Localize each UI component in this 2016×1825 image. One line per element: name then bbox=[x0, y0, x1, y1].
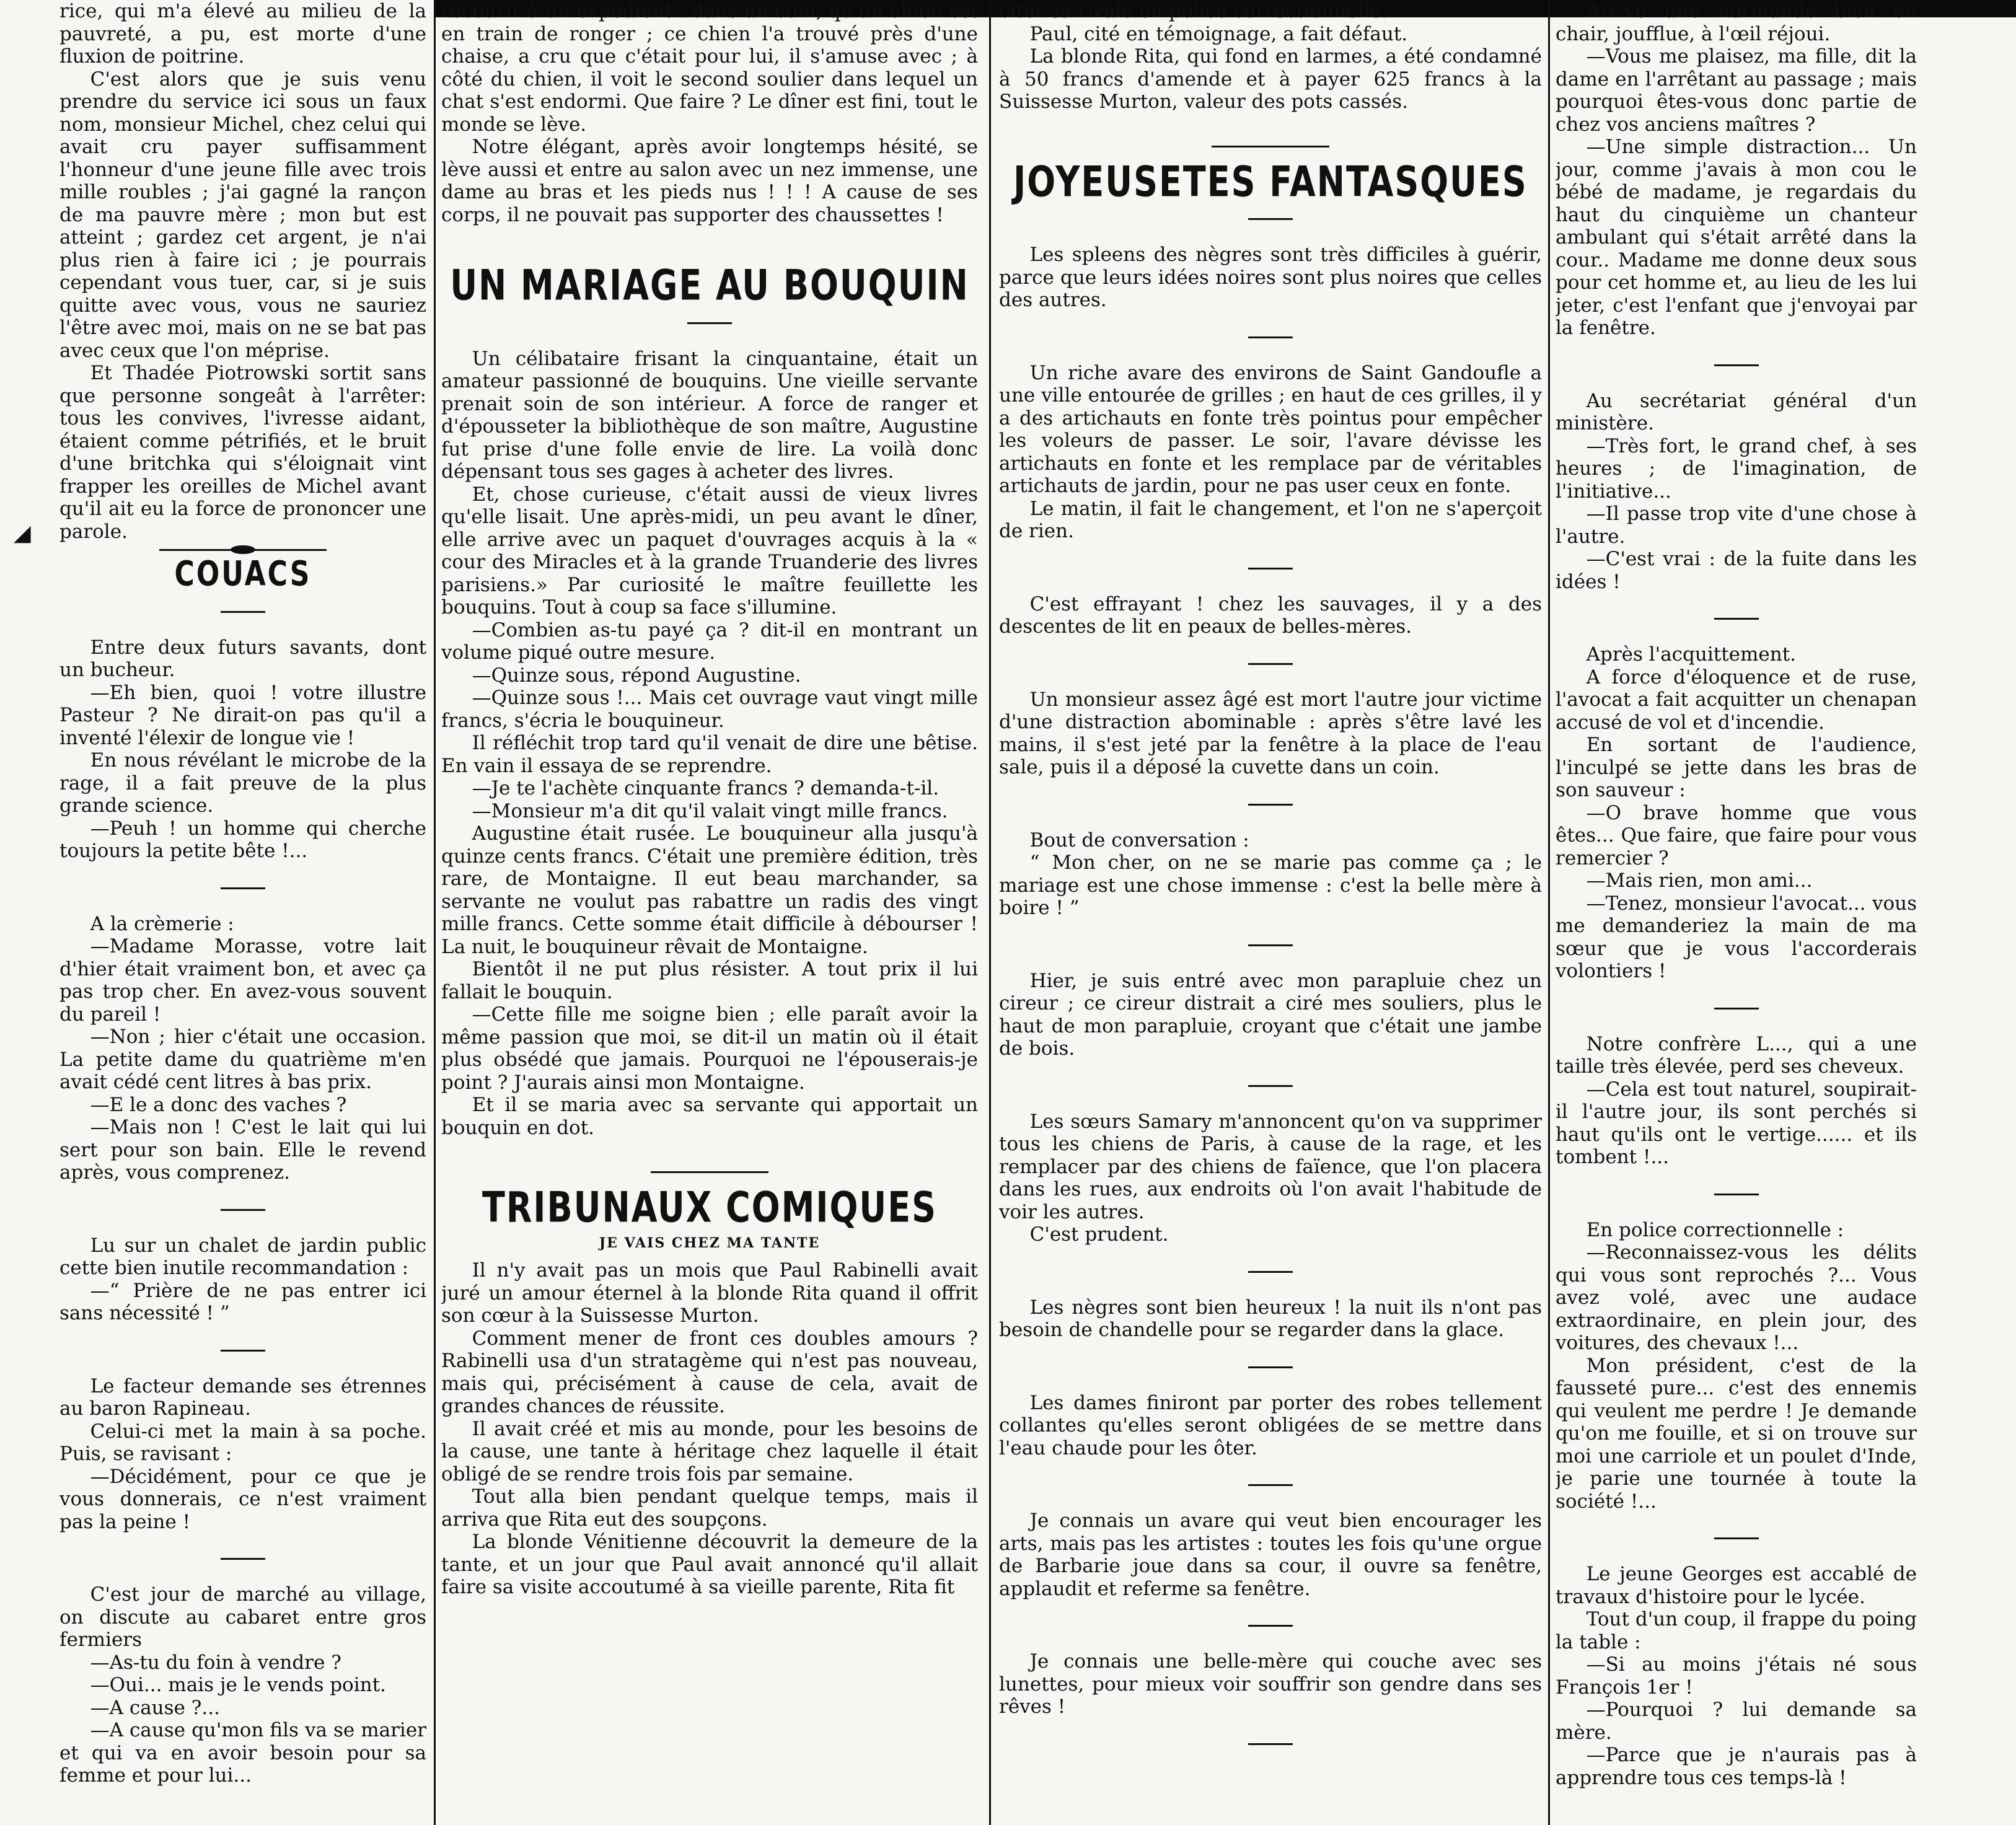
paragraph: —Peuh ! un homme qui cherche toujours la petite bête !... bbox=[59, 817, 426, 862]
paragraph: Celui-ci met la main à sa poche. Puis, se ravisant : bbox=[59, 1420, 426, 1465]
paragraph: Je connais un avare qui veut bien encourager les arts, mais pas les artistes : toutes les fois qu'une orgue de Barbarie joue dans sa cour, il ouvre sa fenêtre, applaudit et referme sa fenêtre. bbox=[999, 1510, 1542, 1600]
paragraph: Au secrétariat général d'un ministère. bbox=[1556, 389, 1917, 434]
section-title-tribunaux: TRIBUNAUX COMIQUES bbox=[482, 1182, 938, 1232]
paragraph: Je connais une belle-mère qui couche avec ses lunettes, pour mieux voir souffrir son gendre dans ses rêves ! bbox=[999, 1650, 1542, 1718]
paragraph: Un célibataire frisant la cinquantaine, était un amateur passionné de bouquins. Une vieille servante prenait soin de son intérieur. A force de ranger et d'épousseter la bibliothèque de son maître, Augustine fut prise d'une folle envie de lire. La voilà donc dépensant tous ses gages à acheter des livres. bbox=[441, 347, 978, 483]
paragraph: La blonde Rita, qui fond en larmes, a été condamné à 50 francs d'amende et à payer 625 francs à la Suissesse Murton, valeur des pots cassés. bbox=[999, 45, 1542, 113]
paragraph: Lu sur un chalet de jardin public cette bien inutile recommandation : bbox=[59, 1234, 426, 1279]
separator bbox=[1714, 1194, 1759, 1195]
paragraph: A force d'éloquence et de ruse, l'avocat a fait acquitter un chenapan accusé de vol et d'incendie. bbox=[1556, 666, 1917, 734]
paragraph: —Je te l'achète cinquante francs ? demanda-t-il. bbox=[472, 777, 940, 799]
paragraph: Mon président, c'est de la fausseté pure... c'est des ennemis qui veulent me perdre ! Je demande qu'on me fouille, et si on trouve sur moi une carriole et un poulet d'Inde, je parie une tournée à toute la société !... bbox=[1556, 1354, 1917, 1513]
paragraph: Le jeune Georges est accablé de travaux d'histoire pour le lycée. bbox=[1556, 1563, 1917, 1608]
separator bbox=[1248, 944, 1293, 946]
paragraph: Bientôt il ne put plus résister. A tout prix il lui fallait le bouquin. bbox=[441, 958, 978, 1003]
paragraph: —C'est vrai : de la fuite dans les idées ! bbox=[1556, 548, 1917, 593]
separator bbox=[221, 1209, 265, 1211]
separator bbox=[687, 322, 732, 324]
paragraph: Un monsieur assez âgé est mort l'autre jour victime d'une distraction abominable : après s'être lavé les mains, il s'est jeté par la fenêtre à la place de l'eau sale, puis il a déposé la cuvette dans un coin. bbox=[999, 688, 1542, 778]
paragraph: —Si au moins j'étais né sous François 1er ! bbox=[1556, 1653, 1917, 1699]
separator bbox=[1248, 804, 1293, 806]
paragraph: C'est prudent. bbox=[1029, 1223, 1169, 1246]
separator bbox=[1714, 364, 1759, 366]
paragraph: —Pourquoi ? lui demande sa mère. bbox=[1556, 1699, 1917, 1744]
paragraph: —Décidément, pour ce que je vous donnerais, ce n'est vraiment pas la peine ! bbox=[59, 1465, 426, 1533]
paragraph: —Vous me plaisez, ma fille, dit la dame en l'arrêtant au passage ; mais pourquoi êtes-vous donc partie de chez vos anciens maîtres ? bbox=[1556, 45, 1917, 136]
paragraph: Entre deux futurs savants, dont un bucheur. bbox=[59, 636, 426, 681]
column-2 bbox=[441, 0, 978, 1825]
paragraph: Le facteur demande ses étrennes au baron Rapineau. bbox=[59, 1374, 426, 1420]
separator bbox=[221, 1350, 265, 1352]
paragraph: C'est alors que je suis venu prendre du service ici sous un faux nom, monsieur Michel, chez celui qui avait cru payer suffisamment l'honneur d'une jeune fille avec trois mille roubles ; j'ai gagné la rançon de ma pauvre mère ; mon but est atteint ; gardez cet argent, je n'ai plus rien à faire ici ; je pourrais cependant vous tuer, car, si je suis quitte avec vous, vous ne sauriez l'être avec moi, mais on ne se bat pas avec ceux que l'on méprise. bbox=[59, 68, 426, 362]
column-rule bbox=[1548, 0, 1550, 1825]
margin-mark: ◢ bbox=[14, 521, 31, 546]
separator bbox=[1248, 1366, 1293, 1368]
paragraph: Les dames finiront par porter des robes tellement collantes qu'elles seront obligées de se mettre dans l'eau chaude pour les ôter. bbox=[999, 1391, 1542, 1459]
paragraph: —Monsieur m'a dit qu'il valait vingt mille francs. bbox=[472, 799, 948, 822]
paragraph: —Quinze sous, répond Augustine. bbox=[472, 664, 801, 687]
separator bbox=[1248, 1271, 1293, 1273]
paragraph: Il n'y avait pas un mois que Paul Rabinelli avait juré un amour éternel à la blonde Rita quand il offrit son cœur à la Suissesse Murton. bbox=[441, 1259, 978, 1327]
column-rule bbox=[434, 0, 436, 1825]
paragraph: Notre confrère L..., qui a une taille très élevée, perd ses cheveux. bbox=[1556, 1032, 1917, 1078]
separator bbox=[1248, 568, 1293, 569]
paragraph: —Mais rien, mon ami... bbox=[1586, 869, 1813, 892]
paragraph: Tout alla bien pendant quelque temps, mais il arriva que Rita eut des soupçons. bbox=[441, 1485, 978, 1531]
paragraph: Et il se maria avec sa servante qui apportait un bouquin en dot. bbox=[441, 1094, 978, 1139]
paragraph: En sortant de l'audience, l'inculpé se jette dans les bras de son sauveur : bbox=[1556, 734, 1917, 801]
paragraph: C'est effrayant ! chez les sauvages, il y a des descentes de lit en peaux de belles-mères. bbox=[999, 592, 1542, 638]
section-title-joyeusetes: JOYEUSETES FANTASQUES bbox=[1013, 157, 1528, 206]
paragraph: —Cette fille me soigne bien ; elle paraît avoir la même passion que moi, se dit-il un matin où il était plus obsédé que jamais. Pourquoi ne l'épouserais-je point ? J'aurais ainsi mon Montaigne. bbox=[441, 1003, 978, 1094]
paragraph: citer sa rivale en police correctionnelle. bbox=[999, 0, 1388, 22]
separator bbox=[1248, 1625, 1293, 1627]
paragraph: En nous révélant le microbe de la rage, il a fait preuve de la plus grande science. bbox=[59, 749, 426, 817]
paragraph: Les spleens des nègres sont très difficiles à guérir, parce que leurs idées noires sont plus noires que celles des autres. bbox=[999, 244, 1542, 311]
separator bbox=[1248, 218, 1293, 220]
section-subtitle: JE VAIS CHEZ MA TANTE bbox=[599, 1234, 821, 1251]
column-rule bbox=[989, 0, 991, 1825]
paragraph: Le matin, il fait le changement, et l'on ne s'aperçoit de rien. bbox=[999, 497, 1542, 542]
paragraph: Tout d'un coup, il frappe du poing la table : bbox=[1556, 1608, 1917, 1653]
paragraph: Et, chose curieuse, c'était aussi de vieux livres qu'elle lisait. Une après-midi, un peu avant le dîner, elle arrive avec un paquet d'ouvrages acquis à la « cour des Miracles et à la grande Truanderie des livres parisiens.» Par curiosité le maître feuillette les bouquins. Tout à coup sa face s'illumine. bbox=[441, 483, 978, 618]
separator bbox=[221, 611, 265, 613]
paragraph: Après l'acquittement. bbox=[1586, 643, 1797, 666]
ornament-rule bbox=[159, 549, 327, 551]
paragraph: Bout de conversation : bbox=[1029, 829, 1249, 851]
paragraph: —Eh bien, quoi ! votre illustre Pasteur ? Ne dirait-on pas qu'il a inventé l'élexir de longue vie ! bbox=[59, 681, 426, 749]
paragraph: recourir à un expédient : dans un coin, qu'un chien est en train de ronger ; ce chien l'a trouvé près d'une chaise, a cru que c'était pour lui, il s'amuse avec ; à côté du chien, il voit le second soulier dans lequel un chat s'est endormi. Que faire ? Le dîner est fini, tout le monde se lève. bbox=[441, 0, 978, 136]
paragraph: A la crèmerie : bbox=[90, 912, 234, 935]
paragraph: rice, qui m'a élevé au milieu de la pauvreté, a pu, est morte d'une fluxion de poitrine. bbox=[59, 0, 426, 68]
paragraph: —Non ; hier c'était une occasion. La petite dame du quatrième m'en avait cédé cent litres à bas prix. bbox=[59, 1026, 426, 1093]
paragraph: Arrive une normande bien en chair, joufflue, à l'œil réjoui. bbox=[1556, 0, 1917, 45]
paragraph: Hier, je suis entré avec mon parapluie chez un cireur ; ce cireur distrait a ciré mes souliers, plus le haut de mon parapluie, croyant que c'était une jambe de bois. bbox=[999, 969, 1542, 1060]
paragraph: Il avait créé et mis au monde, pour les besoins de la cause, une tante à héritage chez laquelle il était obligé de se rendre trois fois par semaine. bbox=[441, 1417, 978, 1485]
separator bbox=[221, 887, 265, 889]
separator bbox=[1248, 1743, 1293, 1745]
separator bbox=[1248, 663, 1293, 665]
paragraph: —Quinze sous !... Mais cet ouvrage vaut vingt mille francs, s'écria le bouquineur. bbox=[441, 687, 978, 732]
separator bbox=[221, 1558, 265, 1560]
separator bbox=[1248, 1484, 1293, 1486]
paragraph: Comment mener de front ces doubles amours ? Rabinelli usa d'un stratagème qui n'est pas nouveau, mais qui, précisément à cause de cela, avait de grandes chances de réussite. bbox=[441, 1327, 978, 1417]
paragraph: Il réfléchit trop tard qu'il venait de dire une bêtise. En vain il essaya de se reprendre. bbox=[441, 732, 978, 777]
paragraph: La blonde Vénitienne découvrit la demeure de la tante, et un jour que Paul avait annoncé qu'il allait faire sa visite accoutumé à sa vieille parente, Rita fit bbox=[441, 1531, 978, 1598]
paragraph: —Mais non ! C'est le lait qui lui sert pour son bain. Elle le revend après, vous comprenez. bbox=[59, 1116, 426, 1184]
paragraph: Les nègres sont bien heureux ! la nuit ils n'ont pas besoin de chandelle pour se regarder dans la glace. bbox=[999, 1296, 1542, 1341]
separator bbox=[651, 1171, 768, 1173]
paragraph: —Cela est tout naturel, soupirait-il l'autre jour, ils sont perchés si haut qu'ils ont le vertige...... et ils tombent !... bbox=[1556, 1078, 1917, 1168]
column-1 bbox=[59, 0, 426, 1825]
column-3 bbox=[999, 0, 1542, 1825]
paragraph: —“ Prière de ne pas entrer ici sans nécessité ! ” bbox=[59, 1279, 426, 1324]
paragraph: En police correctionnelle : bbox=[1586, 1218, 1844, 1241]
paragraph: —O brave homme que vous êtes... Que faire, que faire pour vous remercier ? bbox=[1556, 801, 1917, 869]
paragraph: —Madame Morasse, votre lait d'hier était vraiment bon, et avec ça pas trop cher. En avez-vous souvent du pareil ! bbox=[59, 935, 426, 1026]
paragraph: —Il passe trop vite d'une chose à l'autre. bbox=[1556, 503, 1917, 548]
separator bbox=[1714, 1537, 1759, 1539]
separator bbox=[1248, 1085, 1293, 1087]
section-title-mariage: UN MARIAGE AU BOUQUIN bbox=[450, 260, 969, 310]
separator bbox=[1714, 1008, 1759, 1009]
paragraph: —A cause qu'mon fils va se marier et qui va en avoir besoin pour sa femme et pour lui... bbox=[59, 1719, 426, 1787]
paragraph: Augustine était rusée. Le bouquineur alla jusqu'à quinze cents francs. C'était une première édition, très rare, de Montaigne. Il eut beau marchander, sa servante ne voulut pas rabattre un radis des vingt mille francs. Cette somme était difficile à débourser ! La nuit, le bouquineur rêvait de Montaigne. bbox=[441, 822, 978, 958]
paragraph: —A cause ?... bbox=[90, 1696, 220, 1719]
paragraph: Paul, cité en témoignage, a fait défaut. bbox=[1029, 22, 1408, 45]
separator bbox=[1714, 618, 1759, 620]
paragraph: —As-tu du foin à vendre ? bbox=[90, 1651, 341, 1674]
separator bbox=[1248, 336, 1293, 338]
paragraph: —Tenez, monsieur l'avocat... vous me demanderiez la main de ma sœur que je vous l'accorderais volontiers ! bbox=[1556, 892, 1917, 982]
section-title-couacs: COUACS bbox=[174, 554, 312, 594]
column-4 bbox=[1556, 0, 1917, 1825]
paragraph: —E le a donc des vaches ? bbox=[90, 1093, 347, 1116]
paragraph: Les sœurs Samary m'annoncent qu'on va supprimer tous les chiens de Paris, à cause de la rage, et les remplacer par des chiens de faïence, que l'on placera dans les rues, aux endroits où l'on avait l'habitude de voir les autres. bbox=[999, 1110, 1542, 1223]
paragraph: —Parce que je n'aurais pas à apprendre tous ces temps-là ! bbox=[1556, 1744, 1917, 1789]
paragraph: —Oui... mais je le vends point. bbox=[90, 1674, 386, 1696]
paragraph: Un riche avare des environs de Saint Gandoufle a une ville entourée de grilles ; en haut de ces grilles, il y a des artichauts en fonte très pointus pour empêcher les voleurs de passer. Le soir, l'avare dévisse les artichauts en fonte et les remplace par de véritables artichauts de jardin, pour ne pas user ceux en fonte. bbox=[999, 361, 1542, 497]
paragraph: Et Thadée Piotrowski sortit sans que personne songeât à l'arrêter: tous les convives, l'ivresse aidant, étaient comme pétrifiés, et le bruit d'une britchka qui s'éloignait vint frapper les oreilles de Michel avant qu'il ait eu la force de prononcer une parole. bbox=[59, 362, 426, 543]
paragraph: —Combien as-tu payé ça ? dit-il en montrant un volume piqué outre mesure. bbox=[441, 618, 978, 664]
paragraph: —Très fort, le grand chef, à ses heures ; de l'imagination, de l'initiative... bbox=[1556, 434, 1917, 503]
paragraph: C'est jour de marché au village, on discute au cabaret entre gros fermiers bbox=[59, 1583, 426, 1651]
separator bbox=[1212, 146, 1329, 147]
paragraph: Notre élégant, après avoir longtemps hésité, se lève aussi et entre au salon avec un nez immense, une dame au bras et les pieds nus ! ! ! A cause de ses corps, il ne pouvait pas supporter des chaussettes ! bbox=[441, 136, 978, 226]
paragraph: —Reconnaissez-vous les délits qui vous sont reprochés ?... Vous avez volé, avec une audace extraordinaire, en plein jour, des voitures, des chevaux !... bbox=[1556, 1241, 1917, 1354]
paragraph: “ Mon cher, on ne se marie pas comme ça ; le mariage est une chose immense : c'est la belle mère à boire ! ” bbox=[999, 851, 1542, 919]
paragraph: —Une simple distraction... Un jour, comme j'avais à mon cou le bébé de madame, je regardais du haut du cinquième un chanteur ambulant qui s'était arrêté dans la cour.. Madame me donne deux sous pour cet homme et, au lieu de les lui jeter, c'est l'enfant que j'envoyai par la fenêtre. bbox=[1556, 136, 1917, 339]
